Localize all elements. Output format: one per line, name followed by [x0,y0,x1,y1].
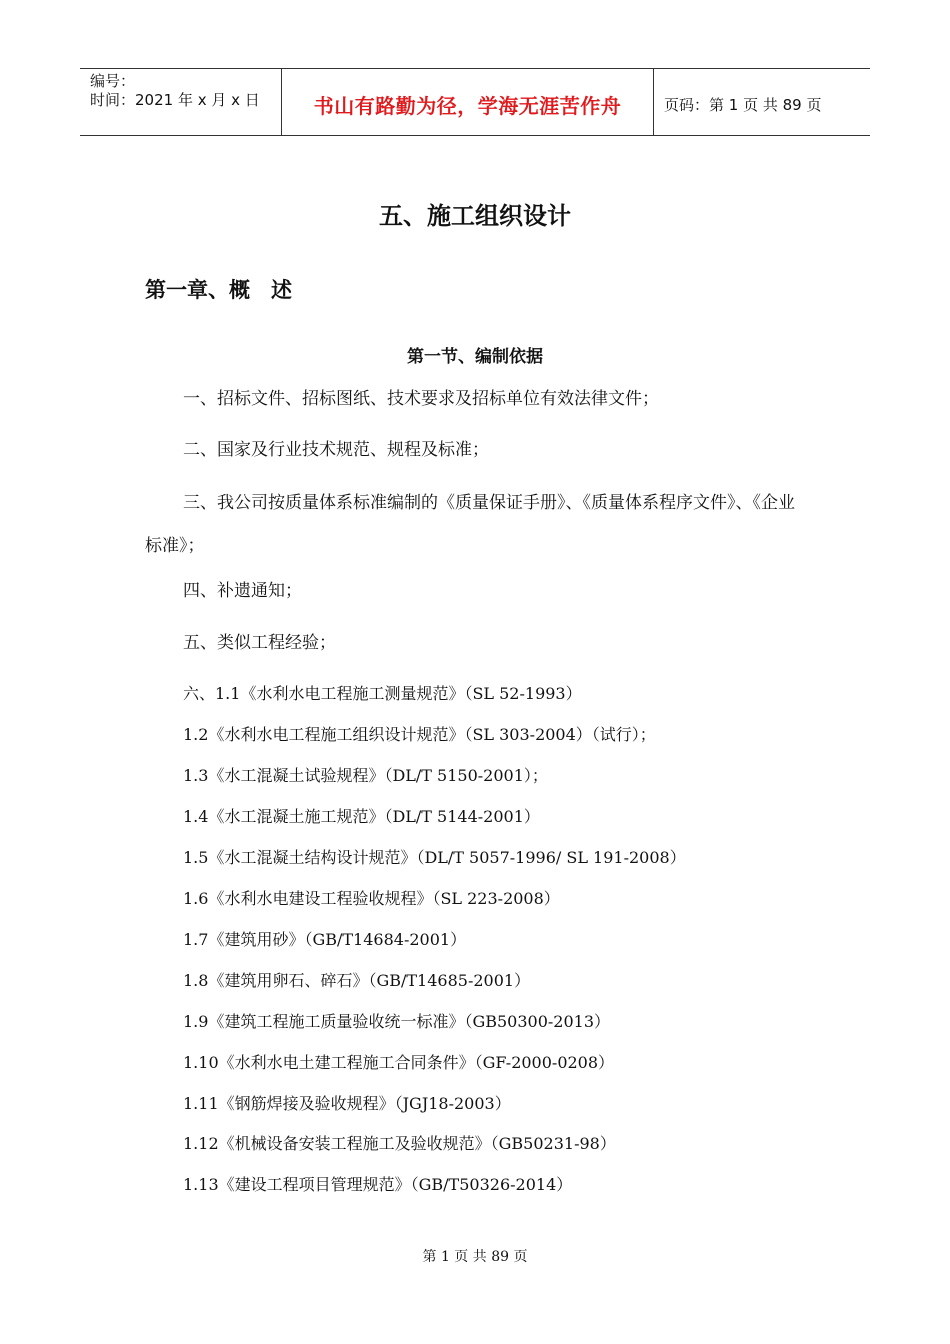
reference-item: 1.10《水利水电土建工程施工合同条件》（GF-2000-0208） [183,1053,615,1072]
reference-item: 1.9《建筑工程施工质量验收统一标准》（GB50300-2013） [183,1012,611,1031]
basis-item: 三、我公司按质量体系标准编制的《质量保证手册》、《质量体系程序文件》、《企业标准》； [145,493,795,556]
header-page-info: 页码：第 1 页 共 89 页 [664,95,822,114]
basis-item: 一、招标文件、招标图纸、技术要求及招标单位有效法律文件； [183,389,659,409]
header-motto: 书山有路勤为径，学海无涯苦作舟 [282,69,654,135]
header-meta [80,69,282,135]
document-title: 五、施工组织设计 [379,202,571,230]
reference-item: 1.2《水利水电工程施工组织设计规范》（SL 303-2004）（试行）； [183,725,656,744]
basis-item: 四、补遗通知； [183,581,302,601]
basis-item: 五、类似工程经验； [183,633,336,653]
reference-item: 1.12《机械设备安装工程施工及验收规范》（GB50231-98） [183,1134,616,1153]
reference-item: 1.7《建筑用砂》（GB/T14684-2001） [183,930,467,949]
basis-item: 二、国家及行业技术规范、规程及标准； [183,440,489,460]
reference-item: 1.3《水工混凝土试验规程》（DL/T 5150-2001）； [183,766,548,785]
section-heading: 第一节、编制依据 [407,347,543,367]
page-header [80,68,870,136]
page-footer: 第 1 页 共 89 页 [422,1249,528,1265]
reference-item: 1.11《钢筋焊接及验收规程》（JGJ18-2003） [183,1094,511,1113]
chapter-heading: 第一章、概 述 [145,278,292,302]
document-time-label: 时间：2021 年 x 月 x 日 [90,91,260,109]
reference-item: 1.6《水利水电建设工程验收规程》（SL 223-2008） [183,889,560,908]
reference-item: 1.5《水工混凝土结构设计规范》（DL/T 5057-1996/ SL 191-2008） [183,848,686,867]
reference-item: 1.8《建筑用卵石、碎石》（GB/T14685-2001） [183,971,531,990]
reference-item: 1.4《水工混凝土施工规范》（DL/T 5144-2001） [183,807,540,826]
reference-item: 六、1.1《水利水电工程施工测量规范》（SL 52-1993） [183,684,582,703]
document-number-label: 编号： [90,72,136,90]
reference-item: 1.13《建设工程项目管理规范》（GB/T50326-2014） [183,1175,573,1194]
